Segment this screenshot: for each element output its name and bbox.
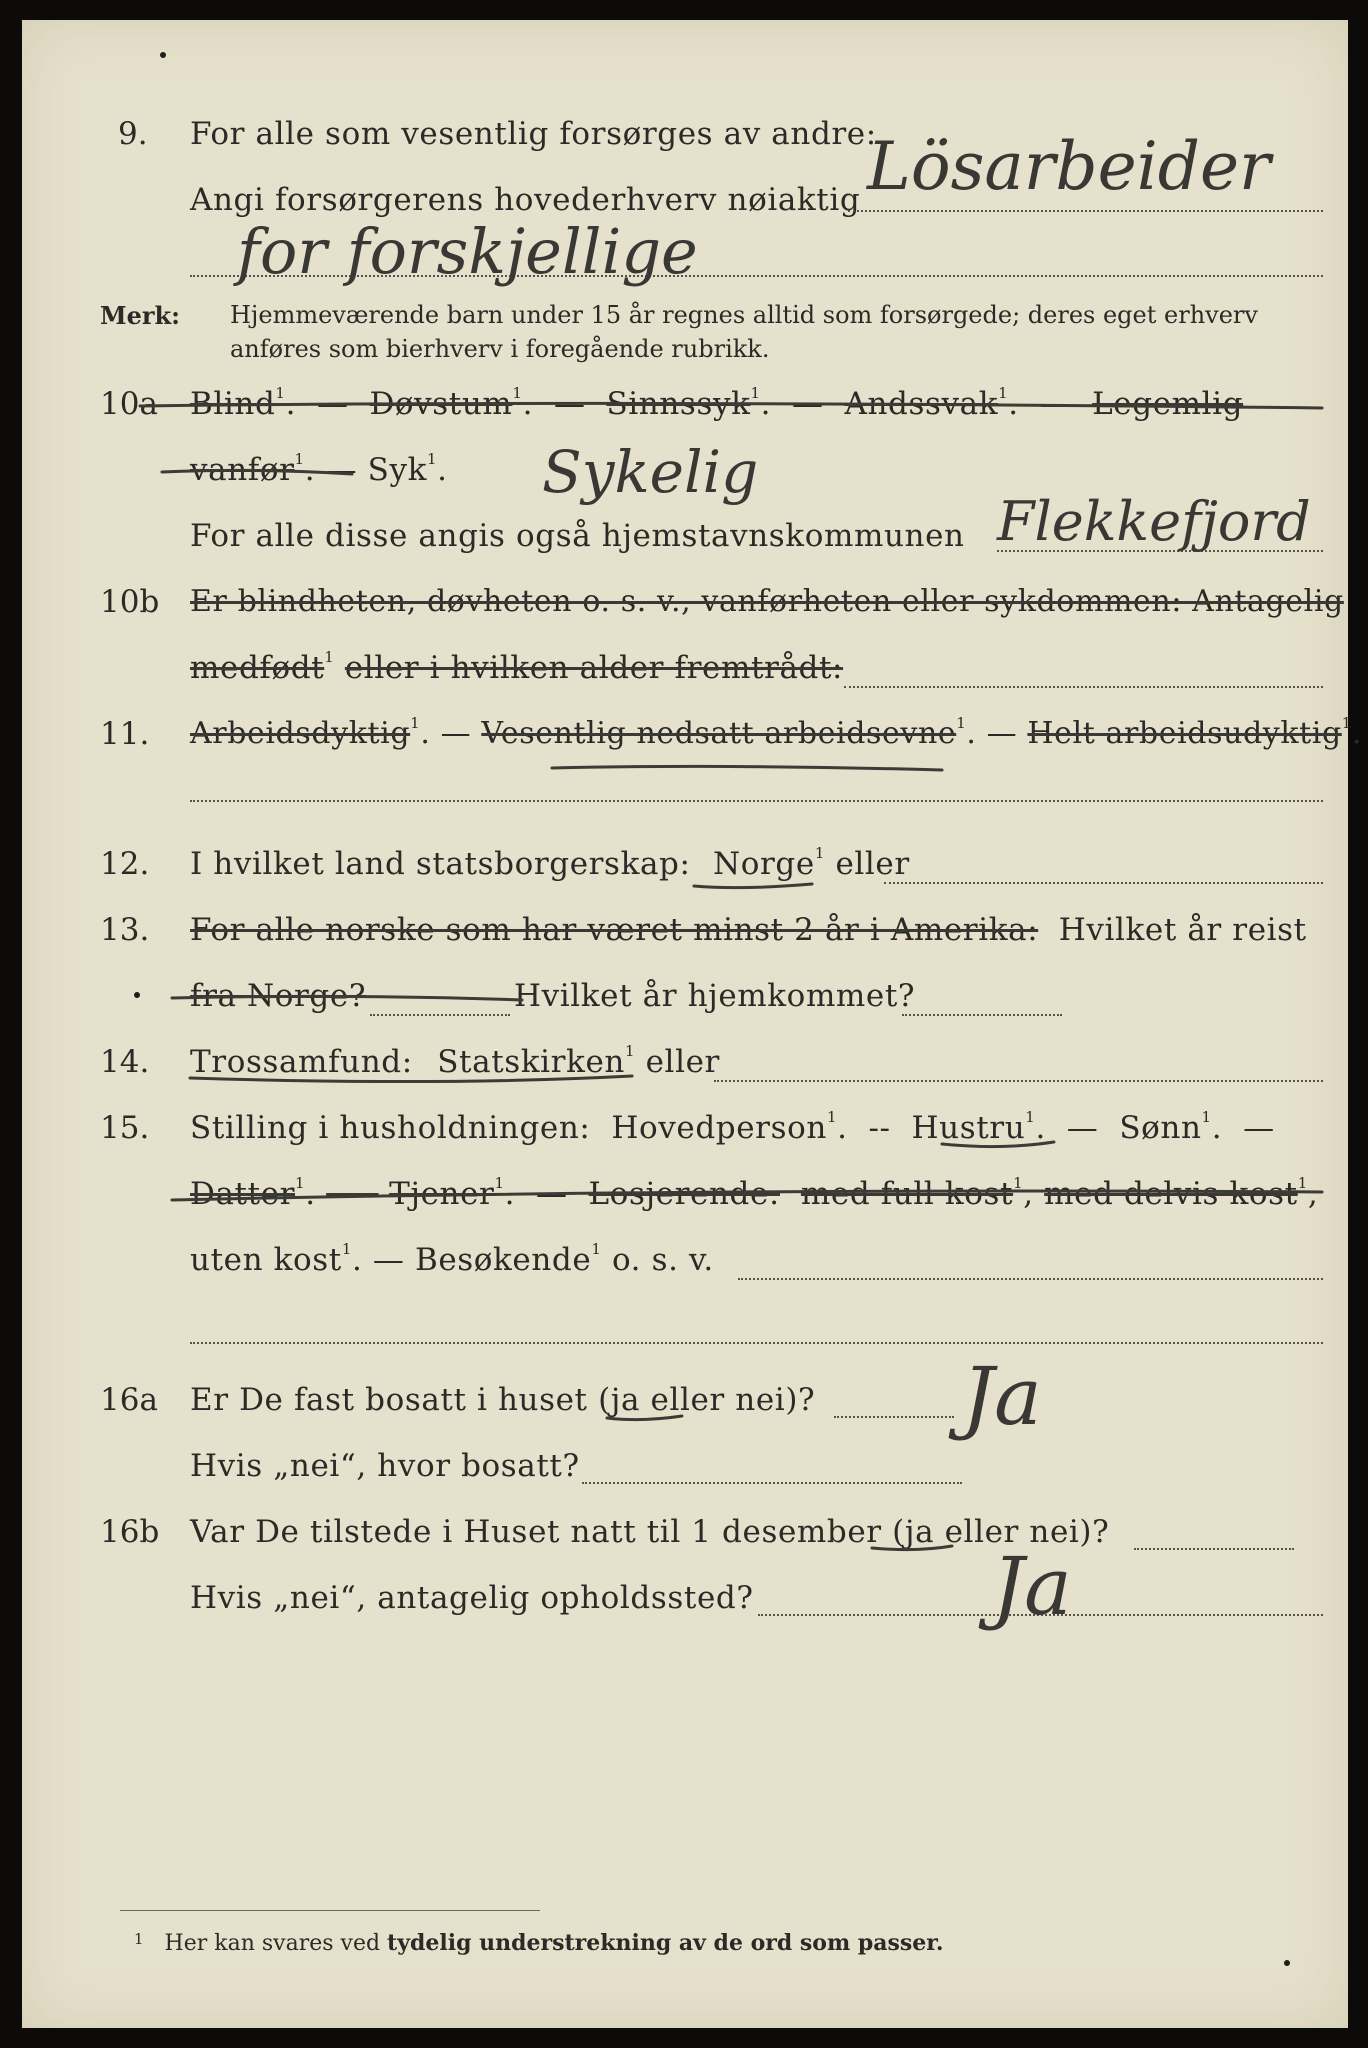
q12-eller: eller (835, 846, 910, 882)
q16b-line2: Hvis „nei“, antagelig opholdssted? (190, 1580, 754, 1616)
option-utenkost: uten kost (190, 1242, 342, 1278)
option-hustru: Hustru (911, 1110, 1026, 1146)
option-dovstum: Døvstum (369, 386, 513, 422)
q10a-line3: For alle disse angis også hjemstavnskommunen (190, 518, 965, 554)
q15-osv: o. s. v. (611, 1242, 714, 1278)
strike-10a-line1 (140, 403, 1322, 408)
option-legemlig: Legemlig (1092, 386, 1244, 422)
option-andssvak: Andssvak (844, 386, 999, 422)
q10a-line2: vanfør$^1$. — Syk$^1$. (190, 450, 448, 488)
footnote-bold: tydelig understrekning av de ord som passer. (387, 1930, 944, 1956)
footnote-ref: 1 (750, 384, 761, 402)
option-norge: Norge (713, 846, 815, 882)
option-hovedperson: Hovedperson (611, 1110, 827, 1146)
option-datter: Datter (190, 1176, 296, 1212)
footnote-ref: 1 (826, 1108, 838, 1126)
footnote-ref: 1 (275, 384, 286, 402)
merk-line2: anføres som bierhverv i foregående rubrikk. (230, 335, 770, 363)
footnote-ref: 1 (410, 714, 421, 732)
option-losjerende: Losjerende: (588, 1176, 780, 1212)
footnote-ref: 1 (814, 844, 825, 862)
q14-number: 14. (100, 1044, 150, 1080)
q16a-line1: Er De fast bosatt i huset (ja eller nei)? (190, 1382, 816, 1418)
q15-number: 15. (100, 1110, 150, 1146)
q13-text: For alle norske som har været minst 2 år i Amerika: (190, 912, 1039, 948)
option-udyktig: Helt arbeidsudyktig (1027, 716, 1342, 751)
q10b-line1: Er blindheten, døvheten o. s. v., vanførheten eller sykdommen: Antagelig (190, 584, 1344, 619)
underline-trossamfund (190, 1076, 632, 1082)
underline-hustru (942, 1142, 1054, 1147)
footnote-ref: 1 (294, 450, 305, 468)
q10a-line1: Blind$^1$. — Døvstum$^1$. — Sinnssyk$^1$. — Andssvak$^1$. — Legemlig (190, 384, 1244, 422)
q10b-alder: eller i hvilken alder fremtrådt: (344, 650, 844, 686)
footnote-ref: 1 (427, 450, 438, 468)
q16a-line2: Hvis „nei“, hvor bosatt? (190, 1448, 580, 1484)
q13-number: 13. (100, 912, 150, 948)
merk-line1: Hjemmeværende barn under 15 år regnes alltid som forsørgede; deres eget erhverv (230, 301, 1258, 329)
footnote-lead: Her kan svares ved (164, 1931, 381, 1956)
q9-line1: For alle som vesentlig forsørges av andre: (190, 116, 877, 152)
ink-marks (22, 20, 1348, 2028)
q9-number: 9. (118, 116, 148, 152)
census-form-sheet (22, 20, 1363, 2028)
footnote-ref: 1 (1341, 714, 1352, 732)
option-tjener: Tjener (389, 1176, 495, 1212)
q16b-line1: Var De tilstede i Huset natt til 1 desember (ja eller nei)? (190, 1514, 1110, 1550)
footnote-ref: 1 (998, 384, 1009, 402)
q9-handwritten-occupation-cont: for forskjellige (237, 215, 698, 288)
q16b-handwritten-answer: Ja (992, 1540, 1072, 1633)
option-besokende: Besøkende (414, 1242, 592, 1278)
q16a-handwritten-answer: Ja (962, 1350, 1042, 1443)
q10a-handwritten-answer: Sykelig (542, 438, 759, 506)
q15-line3: uten kost$^1$. — Besøkende$^1$ o. s. v. (190, 1240, 714, 1278)
footnote-ref: 1 (1297, 1174, 1308, 1192)
footnote-ref: 1 (956, 714, 967, 732)
footnote-ref: 1 (341, 1240, 352, 1258)
strike-13-line2 (172, 996, 522, 1000)
q16a-number: 16a (100, 1382, 158, 1418)
option-medfodt: medfødt (190, 650, 325, 686)
footnote-ref: 1 (295, 1174, 306, 1192)
option-blind: Blind (190, 386, 276, 422)
q13-reist: Hvilket år reist (1058, 912, 1307, 948)
q11-number: 11. (100, 716, 150, 752)
footnote-ref: 1 (1201, 1108, 1212, 1126)
option-arbeidsdyktig: Arbeidsdyktig (190, 716, 411, 751)
q15-stilling: Stilling i husholdningen: (190, 1110, 591, 1146)
q15-line1: Stilling i husholdningen: Hovedperson$^1$. -- Hustru$^1$. — Sønn$^1$. — (190, 1108, 1275, 1146)
q14-eller: eller (645, 1044, 720, 1080)
option-delviskost: med delvis kost (1044, 1176, 1298, 1212)
q13-fra-norge: fra Norge? (190, 978, 367, 1014)
strike-10a-line2 (162, 470, 352, 474)
footnote-ref: 1 (324, 648, 335, 666)
q13-hjemkommet: Hvilket år hjemkommet? (514, 978, 916, 1014)
q12-text: I hvilket land statsborgerskap: (190, 846, 691, 882)
option-nedsatt: Vesentlig nedsatt arbeidsevne (481, 716, 957, 751)
option-sinnssyk: Sinnssyk (606, 386, 751, 422)
underline-ja-16b (872, 1546, 952, 1550)
q10a-number: 10a (100, 386, 158, 422)
strike-11-extra (552, 766, 942, 770)
option-statskirken: Statskirken (437, 1044, 625, 1080)
option-syk: Syk (367, 452, 427, 488)
underline-ja-16a (607, 1416, 682, 1420)
footnote-ref: 1 (1013, 1174, 1024, 1192)
strike-15-line2 (172, 1191, 1322, 1200)
q12-number: 12. (100, 846, 150, 882)
footnote-ref: 1 (1025, 1108, 1036, 1126)
q16b-number: 16b (100, 1514, 160, 1550)
footnote-ref: 1 (494, 1174, 505, 1192)
option-vanfor: vanfør (190, 452, 295, 488)
footnote-ref: 1 (512, 384, 523, 402)
q15-line2: Datter$^1$. — Tjener$^1$. — Losjerende: med full kost$^1$, med delvis kost$^1$, (190, 1174, 1319, 1212)
q14-text: Trossamfund: (190, 1044, 413, 1080)
underline-norge (694, 884, 812, 888)
q9-handwritten-occupation: Lösarbeider (867, 128, 1271, 205)
option-fullkost: med full kost (800, 1176, 1014, 1212)
footnote-ref: 1 (591, 1240, 602, 1258)
option-sonn: Sønn (1119, 1110, 1202, 1146)
footnote-ref: 1 (624, 1042, 636, 1060)
footnote-mark: 1 (134, 1930, 144, 1948)
merk-label: Merk: (100, 301, 180, 330)
q10a-handwritten-kommune: Flekkefjord (997, 490, 1311, 553)
q10b-number: 10b (100, 584, 160, 620)
q11-line: Arbeidsdyktig$^1$. — Vesentlig nedsatt arbeidsevne$^1$. — Helt arbeidsudyktig$^1$. (190, 714, 1363, 751)
q9-line2: Angi forsørgerens hovederhverv nøiaktig (190, 182, 861, 218)
